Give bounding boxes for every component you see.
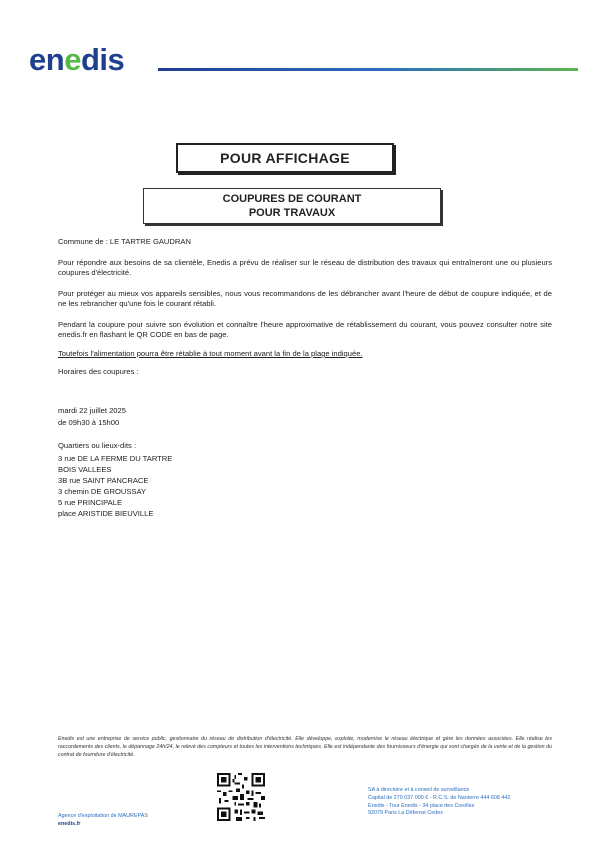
- address-item: BOIS VALLEES: [58, 465, 112, 474]
- logo-divider-line: [158, 68, 578, 71]
- company-info: [368, 787, 510, 818]
- address-item: place ARISTIDE BIEUVILLE: [58, 509, 154, 518]
- subtitle-box: [143, 188, 441, 224]
- agence-block: [58, 812, 148, 828]
- agence-name: Agence d'exploitation de MAUREPAS: [58, 813, 148, 819]
- paragraph-3: Pendant la coupure pour suivre son évolution et connaître l'heure approximative de rétablissement du courant, vous pouvez consulter notre site enedis.fr en flashant le QR CODE en bas de page.: [58, 320, 552, 340]
- coupure-time: de 09h30 à 15h00: [58, 418, 120, 427]
- heading: POUR AFFICHAGE: [220, 150, 350, 166]
- address-item: 3 chemin DE GROUSSAY: [58, 487, 147, 496]
- company-info-line: 92079 Paris La Défense Cedex: [368, 810, 443, 817]
- qr-code[interactable]: [217, 773, 265, 821]
- footer-note: Enedis est une entreprise de service public, gestionnaire du réseau de distribution d'électricité. Elle développe, exploite, modernise le réseau électrique et gère les données associées. Elle réalise les raccordements des clients, le dépannage 24h/24, le relevé des compteurs et toutes les interventions techniques. Elle est indépendante des fournisseurs d'énergie qui sont chargés de la vente et de la gestion du contrat de fourniture d'électricité.: [58, 736, 552, 759]
- coupure-date: mardi 22 juillet 2025: [58, 406, 126, 415]
- address-item: 3B rue SAINT PANCRACE: [58, 476, 149, 485]
- warning-text: Toutefois l'alimentation pourra être rétablie à tout moment avant la fin de la plage indiquée.: [58, 349, 363, 358]
- subtitle-line2: POUR TRAVAUX: [248, 207, 336, 219]
- commune: Commune de : LE TARTRE GAUDRAN: [58, 237, 191, 246]
- address-item: 5 rue PRINCIPALE: [58, 498, 123, 507]
- subtitle-line1: COUPURES DE COURANT: [222, 193, 362, 205]
- company-info-line: Capital de 270 037 000 € - R.C.S. de Nanterre 444 608 442: [368, 794, 511, 801]
- agence-site-link[interactable]: enedis.fr: [58, 821, 81, 827]
- paragraph-2: Pour protéger au mieux vos appareils sensibles, nous vous recommandons de les débrancher avant l'heure de début de coupure indiquée, et de ne les rebrancher qu'une fois le courant rétabli.: [58, 289, 552, 309]
- svg-text:enedis: enedis: [29, 42, 125, 76]
- address-list: [58, 453, 172, 519]
- horaires-label: Horaires des coupures :: [58, 367, 139, 376]
- paragraph-1: Pour répondre aux besoins de sa clientèle, Enedis a prévu de réaliser sur le réseau de distribution des travaux qui entraîneront une ou plusieurs coupures d'électricité.: [58, 258, 552, 278]
- company-info-line: SA à directoire et à conseil de surveillance: [368, 787, 470, 793]
- company-info-line: Enedis - Tour Enedis - 34 place des Corolles: [368, 802, 475, 809]
- heading-box: [176, 143, 394, 173]
- enedis-logo: [29, 42, 153, 76]
- address-item: 3 rue DE LA FERME DU TARTRE: [58, 454, 173, 463]
- quartiers-label: Quartiers ou lieux-dits :: [58, 441, 137, 450]
